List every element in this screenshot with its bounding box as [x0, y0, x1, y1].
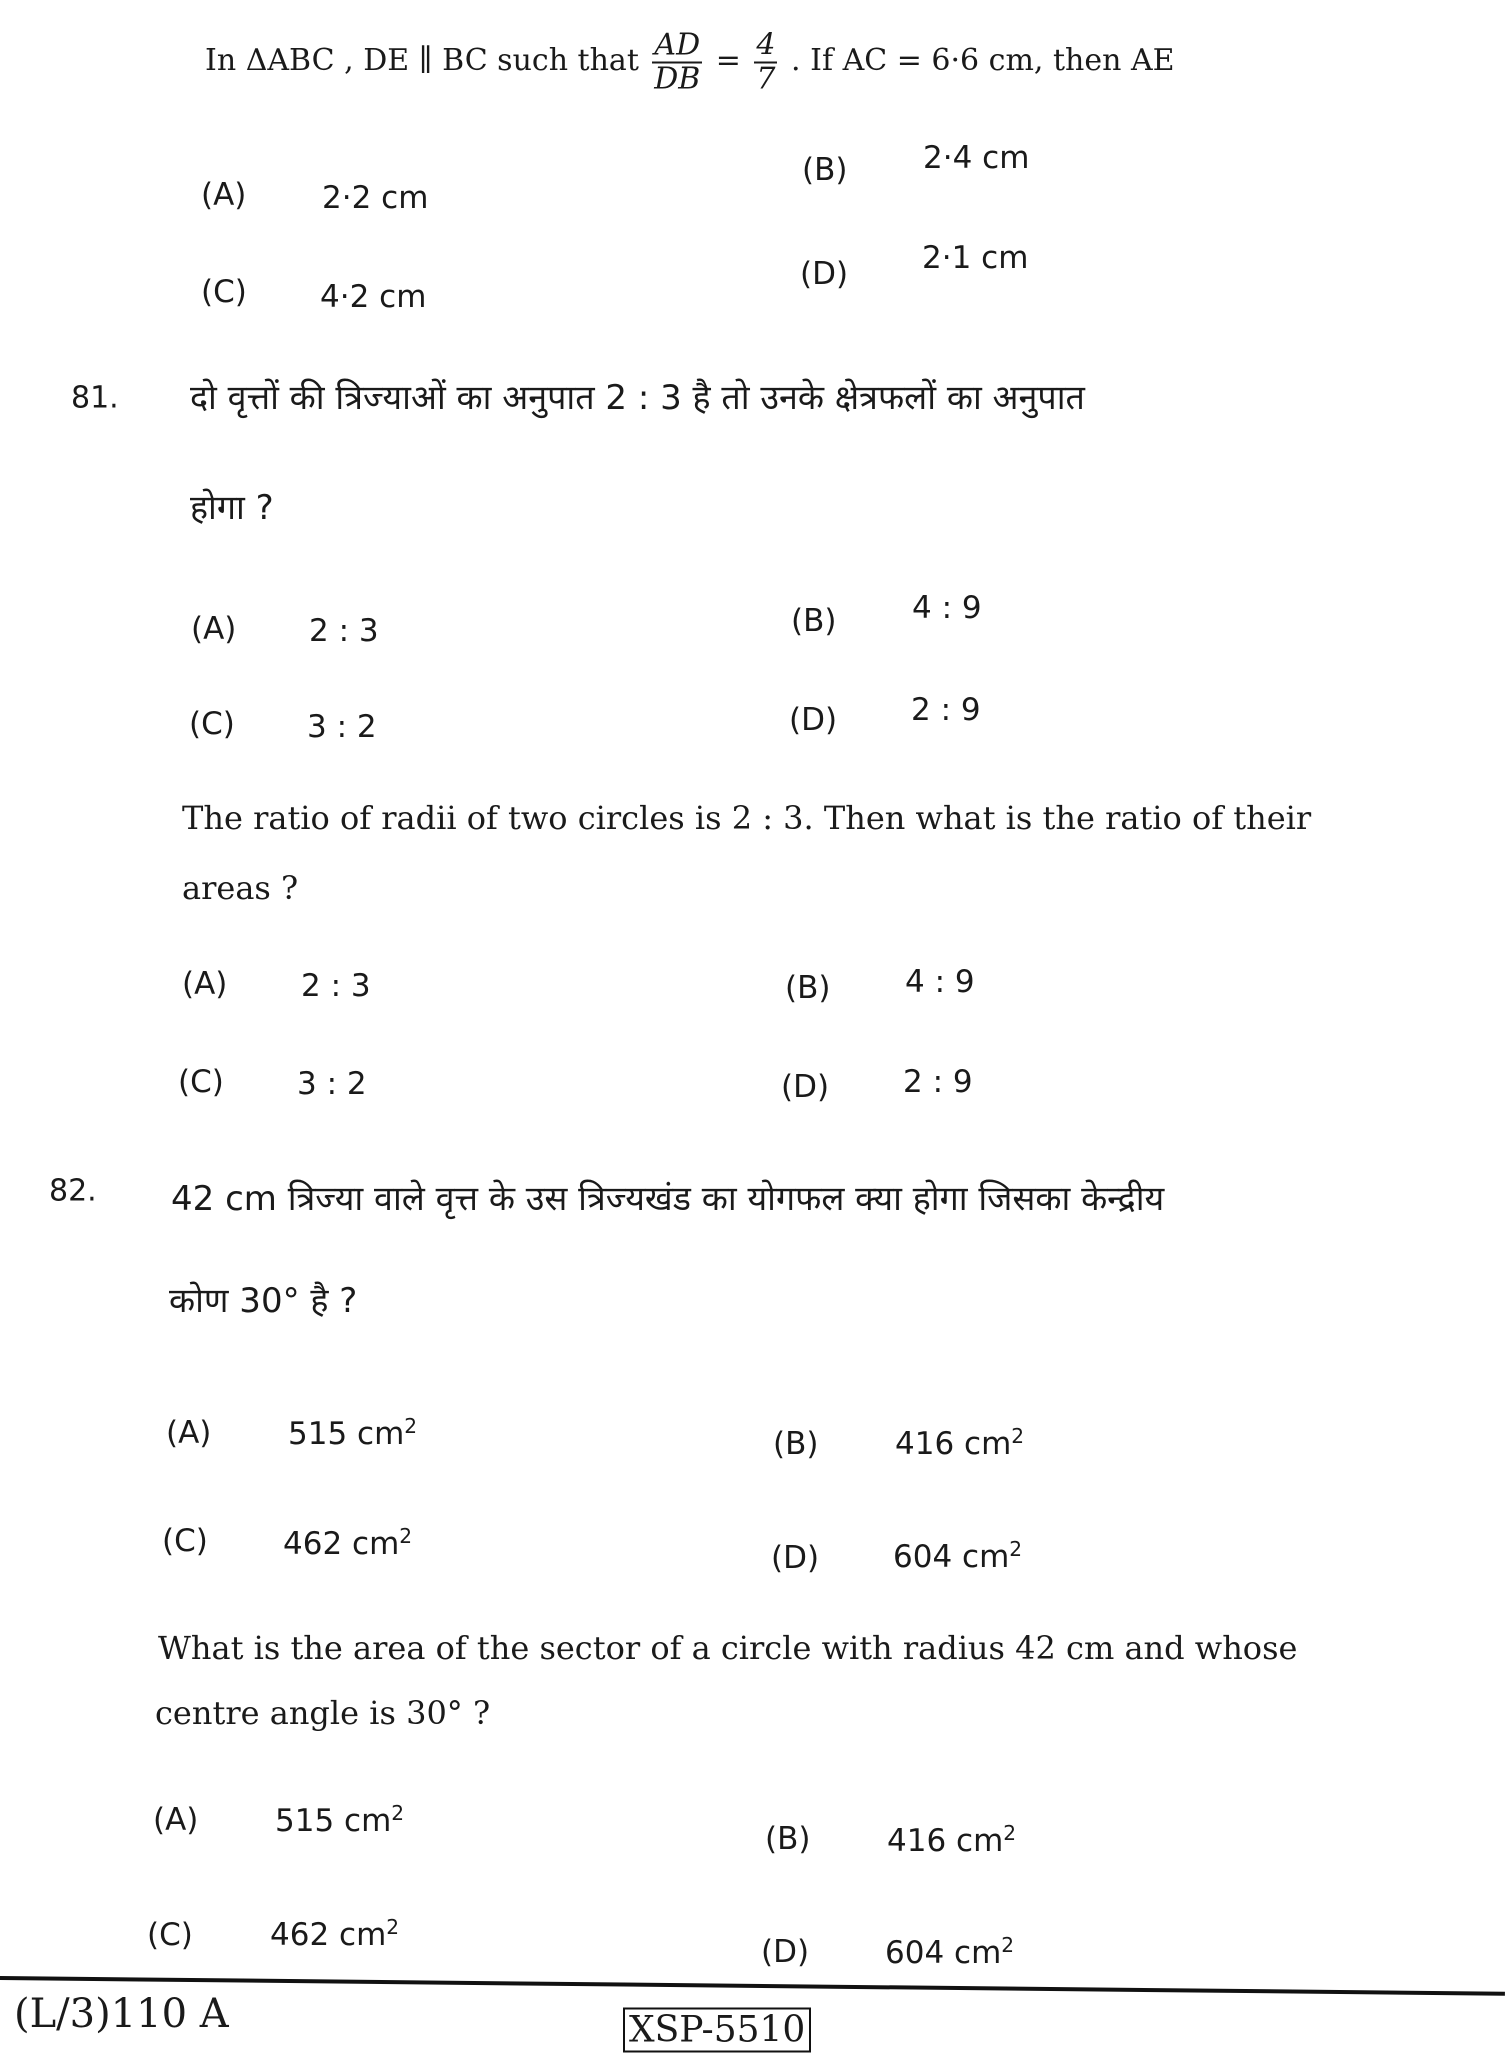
option-value	[895, 1424, 1024, 1462]
q80-suffix: . If AC = 6·6 cm, then AE	[791, 43, 1175, 78]
exponent: 2	[399, 1523, 413, 1548]
option-label: (A)	[153, 1802, 199, 1838]
unit: cm	[964, 1426, 1012, 1463]
question-number: 82.	[49, 1173, 97, 1209]
option-label: (D)	[789, 702, 838, 738]
option-label: (A)	[201, 177, 247, 213]
option-label: (D)	[781, 1069, 830, 1105]
option-label: (A)	[182, 966, 228, 1002]
option-label: (C)	[189, 706, 235, 742]
exponent: 2	[391, 1800, 405, 1825]
value-number: 416	[887, 1823, 947, 1860]
value-number: 604	[893, 1539, 953, 1576]
option-label: (A)	[166, 1415, 212, 1451]
option-value: 2·1 cm	[922, 240, 1029, 276]
unit: cm	[962, 1539, 1010, 1576]
option-value: 2 : 9	[911, 692, 981, 728]
q80-prefix: In ΔABC , DE ∥ BC such that	[205, 43, 639, 78]
equals: =	[715, 43, 741, 78]
english-question-line: centre angle is 30° ?	[155, 1694, 491, 1732]
fraction-4-7	[754, 27, 777, 96]
question-number: 81.	[71, 380, 119, 416]
option-value: 2·4 cm	[923, 140, 1030, 176]
option-label: (C)	[162, 1523, 208, 1559]
option-value: 4 : 9	[905, 964, 975, 1000]
option-label: (A)	[191, 611, 237, 647]
series-code-box: XSP-5510	[623, 2008, 811, 2053]
ratio-num: 4	[756, 27, 776, 63]
value-number: 515	[288, 1416, 348, 1453]
fraction-ad-db	[652, 27, 702, 96]
option-label: (B)	[802, 152, 848, 188]
option-value	[270, 1915, 399, 1953]
exponent: 2	[1011, 1423, 1025, 1448]
option-label: (B)	[791, 603, 837, 639]
option-value: 3 : 2	[297, 1066, 367, 1102]
option-label: (D)	[800, 256, 849, 292]
value-number: 462	[270, 1917, 330, 1954]
option-value: 2 : 3	[309, 613, 379, 649]
frac-num: AD	[654, 27, 701, 63]
option-value: 4 : 9	[912, 590, 982, 626]
unit: cm	[357, 1416, 405, 1453]
english-question-line: What is the area of the sector of a circle with radius 42 cm and whose	[158, 1629, 1298, 1667]
option-label: (C)	[147, 1917, 193, 1953]
value-number: 462	[283, 1526, 343, 1563]
option-value: 3 : 2	[307, 709, 377, 745]
option-value: 2·2 cm	[322, 180, 429, 216]
english-question-line: The ratio of radii of two circles is 2 : 3. Then what is the ratio of their	[182, 799, 1312, 837]
paper-code: (L/3)110 A	[14, 1991, 229, 2037]
hindi-question-line: होगा ?	[190, 488, 274, 528]
option-label: (C)	[178, 1064, 224, 1100]
option-value	[893, 1537, 1022, 1575]
value-number: 515	[275, 1803, 335, 1840]
unit: cm	[344, 1803, 392, 1840]
option-value	[887, 1821, 1016, 1859]
option-label: (B)	[773, 1426, 819, 1462]
unit: cm	[352, 1526, 400, 1563]
exponent: 2	[386, 1914, 400, 1939]
option-label: (D)	[761, 1934, 810, 1970]
value-number: 604	[885, 1935, 945, 1972]
question-80-text	[205, 27, 1175, 96]
exponent: 2	[404, 1413, 418, 1438]
english-question-line: areas ?	[182, 869, 299, 907]
exponent: 2	[1009, 1536, 1023, 1561]
option-label: (B)	[785, 970, 831, 1006]
option-value	[885, 1933, 1014, 1971]
option-label: (B)	[765, 1821, 811, 1857]
option-value	[288, 1414, 417, 1452]
option-value	[283, 1524, 412, 1562]
value-number: 416	[895, 1426, 955, 1463]
ratio-den: 7	[756, 61, 776, 96]
option-value: 2 : 3	[301, 968, 371, 1004]
option-value: 2 : 9	[903, 1064, 973, 1100]
option-label: (D)	[771, 1540, 820, 1576]
unit: cm	[339, 1917, 387, 1954]
option-label: (C)	[201, 274, 247, 310]
hindi-question-line: कोण 30° है ?	[169, 1281, 358, 1321]
frac-den: DB	[654, 61, 701, 96]
exponent: 2	[1003, 1820, 1017, 1845]
option-value: 4·2 cm	[320, 279, 427, 315]
exponent: 2	[1001, 1932, 1015, 1957]
option-value	[275, 1801, 404, 1839]
unit: cm	[954, 1935, 1002, 1972]
unit: cm	[956, 1823, 1004, 1860]
hindi-question-line: 42 cm त्रिज्या वाले वृत्त के उस त्रिज्यखंड का योगफल क्या होगा जिसका केन्द्रीय	[171, 1179, 1165, 1219]
hindi-question-line: दो वृत्तों की त्रिज्याओं का अनुपात 2 : 3 है तो उनके क्षेत्रफलों का अनुपात	[190, 378, 1085, 418]
